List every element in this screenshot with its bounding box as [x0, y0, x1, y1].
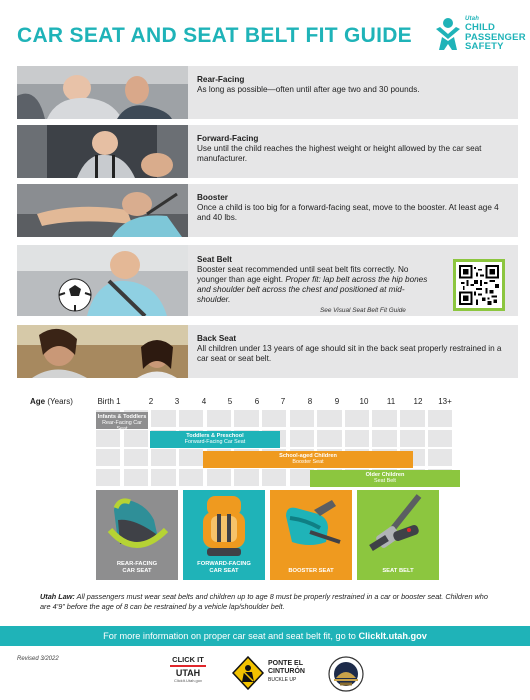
- age-tick: 9: [334, 397, 340, 406]
- age-grid-cell: [96, 449, 120, 466]
- seat-belt-row: [17, 245, 518, 316]
- age-grid-cell: [124, 469, 148, 486]
- row-body: Once a child is too big for a forward-facing seat, move to the booster. At least age 4 and 40 lbs.: [197, 203, 499, 222]
- child-passenger-safety-logo: [433, 14, 525, 56]
- seat-belt-buckle-icon: [357, 490, 439, 562]
- age-grid-cell: [234, 469, 258, 486]
- row-heading: Forward-Facing: [197, 134, 259, 143]
- age-grid-cell: [151, 449, 175, 466]
- age-grid-cell: [262, 469, 286, 486]
- age-grid-cell: [207, 469, 231, 486]
- forward-seat-icon: [183, 490, 265, 562]
- booster-row: [17, 184, 518, 237]
- age-grid-cell: [151, 410, 175, 427]
- age-tick: 13+: [438, 397, 452, 406]
- age-grid-cell: [400, 430, 424, 447]
- age-grid-cell: [290, 430, 314, 447]
- age-grid-cell: [234, 410, 258, 427]
- buckle-up-sign-icon: [232, 656, 264, 694]
- age-grid-cell: [372, 410, 396, 427]
- booster-seat-icon: [270, 490, 352, 562]
- tile-rear-facing-car-seat: REAR-FACING CAR SEAT: [96, 490, 178, 580]
- row-body: As long as possible—often until after age two and 30 pounds.: [197, 85, 420, 94]
- row-heading: Back Seat: [197, 334, 237, 343]
- age-tick: 4: [201, 397, 207, 406]
- age-grid-cell: [428, 410, 452, 427]
- bar-older-children: Older Children Seat Belt: [310, 470, 460, 487]
- logo-line-1: CHILD: [465, 22, 496, 33]
- clickit-link[interactable]: ClickIt.utah.gov: [358, 631, 427, 641]
- seat-belt-photo: [17, 245, 188, 316]
- age-tick: 5: [227, 397, 233, 406]
- infant-carrier-icon: [96, 490, 178, 562]
- bar-toddlers-preschool: Toddlers & Preschool Forward-Facing Car Seat: [150, 431, 280, 448]
- age-grid-cell: [428, 430, 452, 447]
- tile-booster-seat: BOOSTER SEAT: [270, 490, 352, 580]
- back-seat-row: [17, 325, 518, 378]
- tile-forward-facing-car-seat: FORWARD-FACING CAR SEAT: [183, 490, 265, 580]
- age-tick: 11: [386, 397, 396, 406]
- age-grid-cell: [179, 469, 203, 486]
- qr-code[interactable]: [453, 259, 505, 311]
- tile-seat-belt: SEAT BELT: [357, 490, 439, 580]
- forward-facing-photo: [17, 125, 188, 178]
- row-body: All children under 13 years of age should sit in the back seat properly restrained in a car seat or seat belt.: [197, 344, 502, 363]
- ponte-el-cinturon-text: PONTE EL CINTURÓN BUCKLE UP: [268, 660, 305, 683]
- revised-date: Revised 3/2022: [17, 656, 59, 662]
- age-tick: 8: [307, 397, 313, 406]
- row-heading: Booster: [197, 193, 228, 202]
- row-heading: Rear-Facing: [197, 75, 245, 84]
- info-bar: For more information on proper car seat and seat belt fit, go to ClickIt.utah.gov: [0, 626, 530, 646]
- age-axis-unit: (Years): [47, 397, 73, 406]
- forward-facing-row: [17, 125, 518, 178]
- logo-utah: Utah: [465, 16, 480, 22]
- page-title: CAR SEAT AND SEAT BELT FIT GUIDE: [17, 24, 412, 47]
- age-tick: 2: [148, 397, 154, 406]
- age-grid-cell: [428, 449, 452, 466]
- age-tick: 3: [174, 397, 180, 406]
- age-tick: 12: [413, 397, 423, 406]
- bar-infants-toddlers: Infants & Toddlers Rear-Facing Car Seat: [97, 414, 147, 433]
- age-grid-cell: [179, 410, 203, 427]
- age-grid-cell: [317, 430, 341, 447]
- rear-facing-row: [17, 66, 518, 119]
- booster-photo: [17, 184, 188, 237]
- logo-line-3: SAFETY: [465, 41, 504, 52]
- age-grid-cell: [290, 410, 314, 427]
- row-body: Booster seat recommended until seat belt fits correctly. No younger than age eight.: [197, 265, 409, 284]
- utah-law-text: Utah Law: All passengers must wear seat belts and children up to age 8 must be properly restrained in a car or booster seat. Children who are 4’9” before the age of 8 can be restrained by a vehicle lap/shoulder belt.: [40, 592, 488, 611]
- age-grid-cell: [124, 449, 148, 466]
- row-heading: Seat Belt: [197, 255, 233, 264]
- click-it-utah-logo: CLICK IT UTAH ClickIt.Utah.gov: [166, 656, 210, 694]
- back-seat-photo: [17, 325, 188, 378]
- row-body-proper-fit: Proper fit: lap belt across the hip bones and shoulder belt across the chest and positioned at mid-shoulder.: [197, 275, 428, 304]
- age-grid-cell: [345, 410, 369, 427]
- age-tick: 10: [359, 397, 369, 406]
- age-grid-cell: [317, 410, 341, 427]
- age-grid-cell: [345, 430, 369, 447]
- age-axis-label: Age (Years): [30, 397, 73, 406]
- age-grid-cell: [151, 469, 175, 486]
- age-grid-cell: [179, 449, 203, 466]
- age-grid-cell: [207, 410, 231, 427]
- child-figure-icon: [433, 17, 463, 51]
- row-body: Use until the child reaches the highest weight or height allowed by the car seat manufacturer.: [197, 144, 482, 163]
- age-tick: 6: [254, 397, 260, 406]
- age-grid-cell: [400, 410, 424, 427]
- age-grid-cell: [262, 410, 286, 427]
- seat-belt-fit-guide-link[interactable]: See Visual Seat Belt Fit Guide: [320, 307, 406, 314]
- bar-school-aged: School-aged Children Booster Seat: [203, 451, 413, 468]
- age-tick: 7: [280, 397, 286, 406]
- age-grid-cell: [372, 430, 396, 447]
- rear-facing-photo: [17, 66, 188, 119]
- highway-safety-seal-icon: [328, 656, 364, 694]
- logo-line-2: PASSENGER: [465, 31, 526, 43]
- age-grid-cell: [96, 469, 120, 486]
- age-tick: Birth 1: [97, 397, 121, 406]
